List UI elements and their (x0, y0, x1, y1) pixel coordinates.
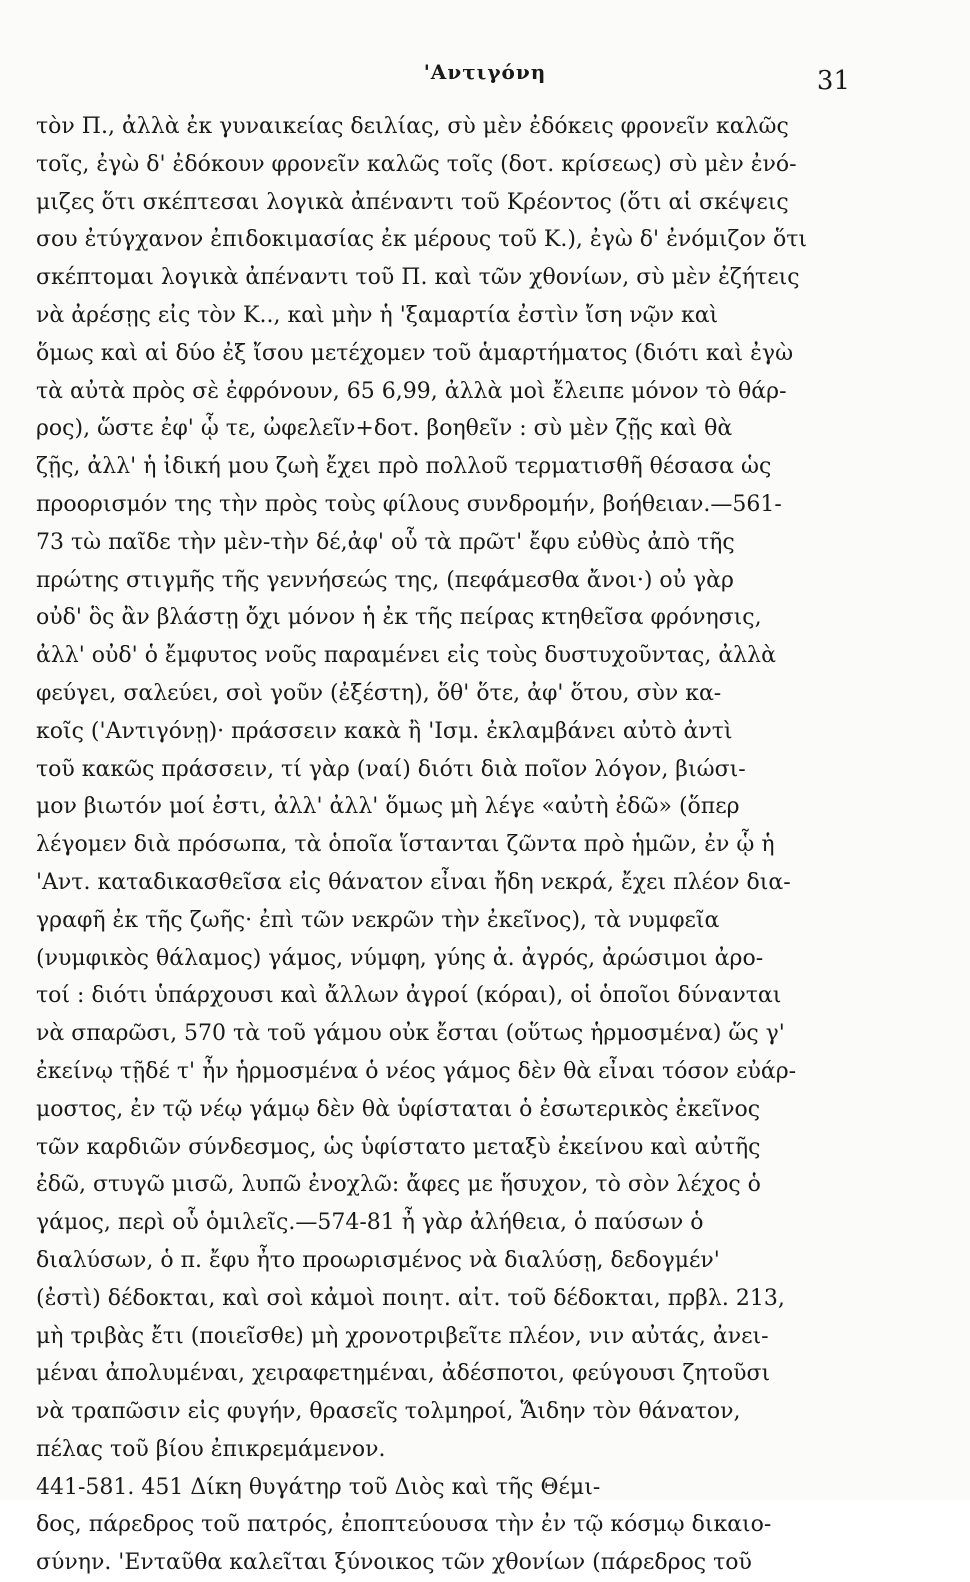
text-line: ἀλλ' οὐδ' ὁ ἔμφυτος νοῦς παραμένει εἰς τοὺς δυστυχοῦντας, ἀλλὰ (36, 643, 776, 669)
running-head: 'Αντιγόνη (423, 60, 547, 84)
text-line: τὰ αὐτὰ πρὸς σὲ ἐφρόνουν, 65 6,99, ἀλλὰ μοὶ ἔλειπε μόνον τὸ θάρ- (36, 378, 787, 404)
text-line: πέλας τοῦ βίου ἐπικρεμάμενον. (36, 1436, 386, 1462)
text-line: τῶν καρδιῶν σύνδεσμος, ὡς ὑφίστατο μεταξὺ ἐκείνου καὶ αὐτῆς (36, 1134, 761, 1160)
text-line: γάμος, περὶ οὗ ὁμιλεῖς.—574-81 ἦ γὰρ ἀλήθεια, ὁ παύσων ὁ (36, 1210, 704, 1236)
text-line: σκέπτομαι λογικὰ ἀπέναντι τοῦ Π. καὶ τῶν χθονίων, σὺ μὲν ἐζήτεις (36, 265, 800, 291)
text-line: 'Αντ. καταδικασθεῖσα εἰς θάνατον εἶναι ἤδη νεκρά, ἔχει πλέον δια- (36, 869, 791, 895)
text-line: τὸν Π., ἀλλὰ ἐκ γυναικείας δειλίας, σὺ μὲν ἐδόκεις φρονεῖν καλῶς (36, 114, 789, 139)
page-number: 31 (816, 66, 850, 96)
text-line: τοί : διότι ὑπάρχουσι καὶ ἄλλων ἀγροί (κόραι), οἱ ὁποῖοι δύνανται (36, 983, 782, 1009)
text-line: πρώτης στιγμῆς τῆς γεννήσεώς της, (πεφάμεσθα ἄνοι·) οὐ γὰρ (36, 567, 734, 593)
text-line: ζῇς, ἀλλ' ἡ ἰδική μου ζωὴ ἔχει πρὸ πολλοῦ τερματισθῆ θέσασα ὡς (36, 454, 772, 480)
text-line: 73 τὼ παῖδε τὴν μὲν-τὴν δέ,ἀφ' οὗ τὰ πρῶτ' ἔφυ εὐθὺς ἀπὸ τῆς (36, 529, 735, 555)
text-line: διαλύσων, ὁ π. ἔφυ ἦτο προωρισμένος νὰ διαλύσῃ, δεδογμέν' (36, 1247, 720, 1273)
text-line: οὐδ' ὃς ἂν βλάστῃ ὄχι μόνον ἡ ἐκ τῆς πείρας κτηθεῖσα φρόνησις, (36, 605, 762, 631)
text-line: (ἐστὶ) δέδοκται, καὶ σοὶ κἀμοὶ ποιητ. αἰτ. τοῦ δέδοκται, πρβλ. 213, (36, 1285, 785, 1311)
text-line: νὰ τραπῶσιν εἰς φυγήν, θρασεῖς τολμηροί, Ἅιδην τὸν θάνατον, (36, 1399, 741, 1425)
commentary-text (36, 108, 836, 1582)
text-line: φεύγει, σαλεύει, σοὶ γοῦν (ἐξέστη), ὅθ' ὅτε, ἀφ' ὅτου, σὺν κα- (36, 680, 722, 706)
text-line: νὰ ἀρέσῃς εἰς τὸν Κ.., καὶ μὴν ἡ 'ξαμαρτία ἐστὶν ἴση νῷν καὶ (36, 302, 719, 328)
text-line: μὴ τριβὰς ἔτι (ποιεῖσθε) μὴ χρονοτριβεῖτε πλέον, νιν αὐτάς, ἀνει- (36, 1323, 769, 1349)
text-line: σύνην. 'Ενταῦθα καλεῖται ξύνοικος τῶν χθονίων (πάρεδρος τοῦ (36, 1550, 752, 1576)
text-line: 441-581. 451 Δίκη θυγάτηρ τοῦ Διὸς καὶ τῆς Θέμι- (36, 1474, 601, 1500)
text-line: νὰ σπαρῶσι, 570 τὰ τοῦ γάμου οὐκ ἔσται (οὕτως ἡρμοσμένα) ὥς γ' (36, 1021, 785, 1047)
text-line: γραφῆ ἐκ τῆς ζωῆς· ἐπὶ τῶν νεκρῶν τὴν ἐκεῖνος), τὰ νυμφεῖα (36, 907, 720, 933)
text-line: σου ἐτύγχανον ἐπιδοκιμασίας ἐκ μέρους τοῦ Κ.), ἐγὼ δ' ἐνόμιζον ὅτι (36, 227, 808, 253)
text-line: ὅμως καὶ αἱ δύο ἐξ ἴσου μετέχομεν τοῦ ἁμαρτήματος (διότι καὶ ἐγὼ (36, 340, 794, 366)
text-line: ἐδῶ, στυγῶ μισῶ, λυπῶ ἐνοχλῶ: ἄφες με ἥσυχον, τὸ σὸν λέχος ὁ (36, 1172, 761, 1198)
text-line: ρος), ὥστε ἐφ' ᾧ τε, ὠφελεῖν+δοτ. βοηθεῖν : σὺ μὲν ζῇς καὶ θὰ (36, 416, 733, 442)
text-line: λέγομεν διὰ πρόσωπα, τὰ ὁποῖα ἵστανται ζῶντα πρὸ ἡμῶν, ἐν ᾧ ἡ (36, 832, 775, 858)
text-line: μον βιωτόν μοί ἐστι, ἀλλ' ἀλλ' ὅμως μὴ λέγε «αὐτὴ ἐδῶ» (ὅπερ (36, 794, 740, 820)
text-line: μιζες ὅτι σκέπτεσαι λογικὰ ἀπέναντι τοῦ Κρέοντος (ὅτι αἱ σκέψεις (36, 189, 789, 215)
text-line: κοῖς ('Αντιγόνῃ)· πράσσειν κακὰ ἢ 'Ισμ. ἐκλαμβάνει αὐτὸ ἀντὶ (36, 718, 733, 744)
text-line: ἐκείνῳ τῇδέ τ' ἦν ἡρμοσμένα ὁ νέος γάμος δὲν θὰ εἶναι τόσον εὐάρ- (36, 1058, 797, 1084)
text-line: προορισμόν της τὴν πρὸς τοὺς φίλους συνδρομήν, βοήθειαν.—561- (36, 491, 782, 517)
text-line: μοστος, ἐν τῷ νέῳ γάμῳ δὲν θὰ ὑφίσταται ὁ ἐσωτερικὸς ἐκεῖνος (36, 1096, 761, 1122)
text-line: δος, πάρεδρος τοῦ πατρός, ἐποπτεύουσα τὴν ἐν τῷ κόσμῳ δικαιο- (36, 1512, 772, 1538)
text-line: τοῖς, ἐγὼ δ' ἐδόκουν φρονεῖν καλῶς τοῖς (δοτ. κρίσεως) σὺ μὲν ἐνό- (36, 151, 797, 177)
text-line: (νυμφικὸς θάλαμος) γάμος, νύμφη, γύης ἀ. ἀγρός, ἀρώσιμοι ἀρο- (36, 945, 764, 971)
text-line: μέναι ἀπολυμέναι, χειραφετημέναι, ἀδέσποτοι, φεύγουσι ζητοῦσι (36, 1361, 771, 1387)
text-line: τοῦ κακῶς πράσσειν, τί γὰρ (ναί) διότι διὰ ποῖον λόγον, βιώσι- (36, 756, 746, 782)
